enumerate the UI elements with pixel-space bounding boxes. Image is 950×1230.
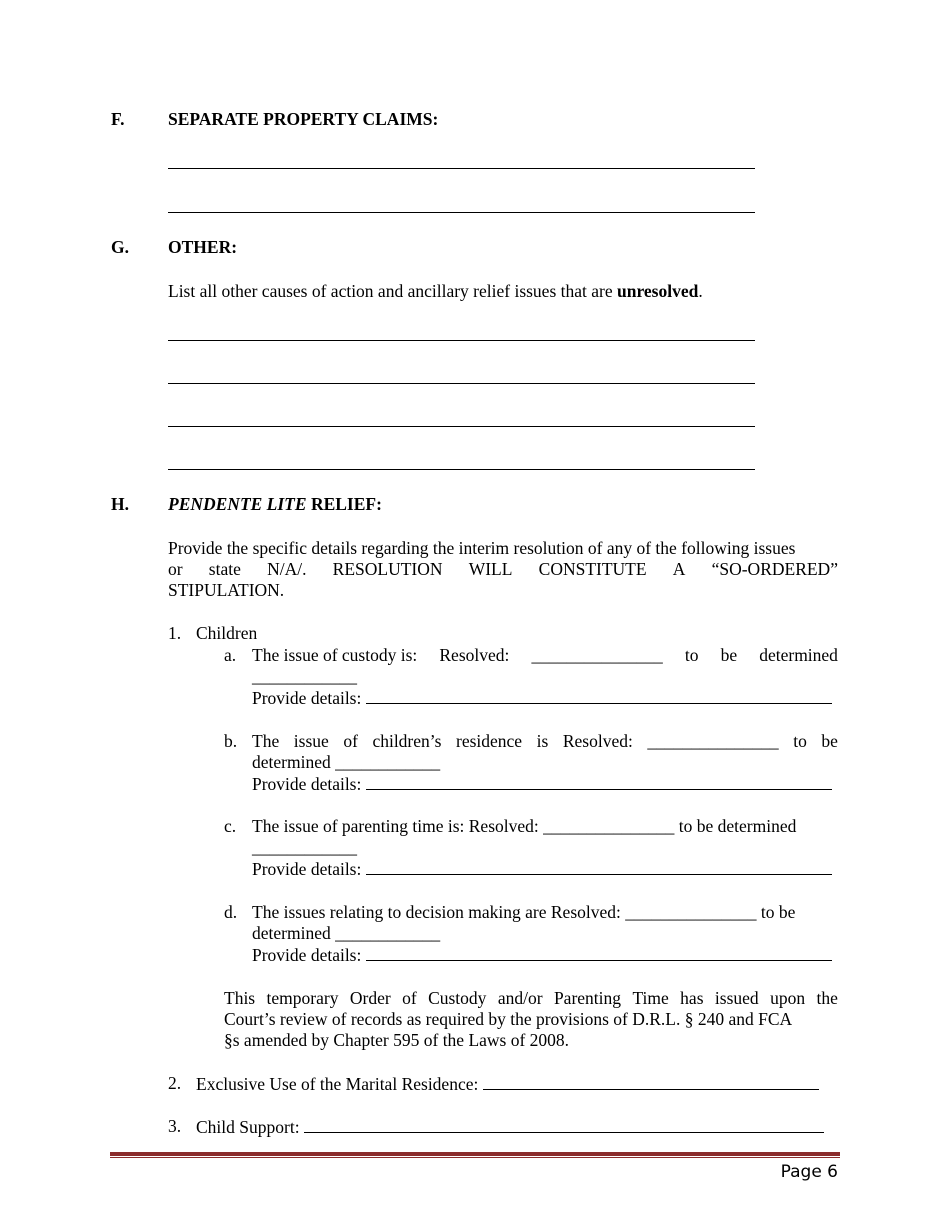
item-d-text: The issues relating to decision making are Resolved: _______________ to be: [252, 902, 796, 922]
decision-details-field[interactable]: [366, 944, 832, 961]
section-f-title: SEPARATE PROPERTY CLAIMS:: [168, 109, 439, 129]
item-2-number: 2.: [168, 1073, 182, 1093]
custody-resolved-blank[interactable]: _______________: [531, 645, 663, 665]
section-h-intro-line1: Provide the specific details regarding the interim resolution of any of the following issues: [168, 538, 796, 558]
item-c-letter: c.: [224, 816, 237, 836]
item-a-cont[interactable]: ____________: [252, 666, 357, 686]
custody-details-field[interactable]: [366, 687, 832, 704]
blank-line[interactable]: [168, 469, 755, 470]
section-g-instruction: List all other causes of action and ancillary relief issues that are unresolved.: [168, 281, 703, 301]
marital-residence-field[interactable]: [483, 1073, 819, 1090]
blank-line[interactable]: [168, 426, 755, 427]
blank-line[interactable]: [168, 383, 755, 384]
section-h-intro-line3: STIPULATION.: [168, 580, 285, 600]
item-d-cont[interactable]: determined ____________: [252, 923, 441, 943]
custody-note-line3: §s amended by Chapter 595 of the Laws of 2008.: [224, 1030, 570, 1050]
page-number: Page 6: [780, 1162, 838, 1182]
section-h-title: PENDENTE LITE RELIEF:: [168, 494, 382, 514]
item-3-text: Child Support:: [196, 1116, 824, 1138]
section-h-intro-line2: or state N/A/. RESOLUTION WILL CONSTITUTE A “SO-ORDERED”: [168, 559, 838, 579]
blank-line[interactable]: [168, 168, 755, 169]
item-3-number: 3.: [168, 1116, 182, 1136]
blank-line[interactable]: [168, 340, 755, 341]
item-d-details: Provide details:: [252, 944, 832, 966]
item-d-letter: d.: [224, 902, 238, 922]
residence-resolved-blank[interactable]: _______________: [647, 731, 779, 751]
section-h-letter: H.: [111, 494, 129, 514]
children-number: 1.: [168, 623, 182, 643]
item-b-text: The issue of children’s residence is Resolved: _______________ to be: [252, 731, 838, 751]
item-b-letter: b.: [224, 731, 238, 751]
item-c-cont[interactable]: ____________: [252, 837, 357, 857]
section-g-title: OTHER:: [168, 237, 238, 257]
item-c-details: Provide details:: [252, 858, 832, 880]
custody-note-line2: Court’s review of records as required by the provisions of D.R.L. § 240 and FCA: [224, 1009, 793, 1029]
item-b-cont[interactable]: determined ____________: [252, 752, 441, 772]
residence-details-field[interactable]: [366, 773, 832, 790]
item-c-text: The issue of parenting time is: Resolved: _______________ to be determined: [252, 816, 797, 836]
child-support-field[interactable]: [304, 1116, 824, 1133]
section-g-letter: G.: [111, 237, 129, 257]
item-a-details: Provide details:: [252, 687, 832, 709]
item-a-letter: a.: [224, 645, 237, 665]
footer-rule-thin: [110, 1157, 840, 1158]
blank-line[interactable]: [168, 212, 755, 213]
parenting-details-field[interactable]: [366, 858, 832, 875]
item-a-text: The issue of custody is: Resolved: _______________ to be determined: [252, 645, 838, 665]
item-2-text: Exclusive Use of the Marital Residence:: [196, 1073, 819, 1095]
footer-rule: [110, 1152, 840, 1156]
children-label: Children: [196, 623, 258, 643]
section-f-letter: F.: [111, 109, 125, 129]
item-b-details: Provide details:: [252, 773, 832, 795]
custody-note-line1: This temporary Order of Custody and/or Parenting Time has issued upon the: [224, 988, 838, 1008]
